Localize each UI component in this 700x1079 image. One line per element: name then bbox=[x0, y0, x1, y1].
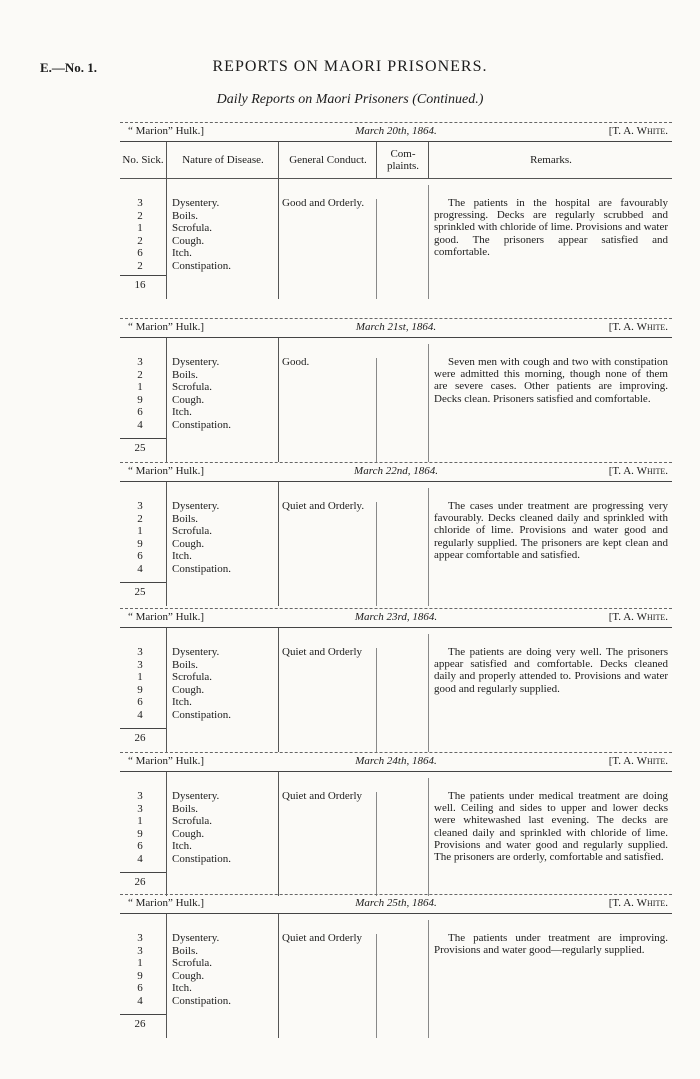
sick-count: 1 bbox=[137, 815, 143, 827]
report-body bbox=[120, 482, 672, 606]
sick-count: 2 bbox=[137, 368, 143, 381]
disease-item: Boils. bbox=[172, 368, 198, 381]
report-date bbox=[120, 611, 672, 623]
general-conduct: Good and Orderly. bbox=[282, 197, 365, 209]
daily-report bbox=[120, 752, 672, 896]
disease-item: Scrofula. bbox=[172, 222, 213, 234]
col-divider bbox=[376, 199, 377, 299]
col-divider bbox=[428, 344, 429, 462]
disease-item: Cough. bbox=[172, 683, 205, 696]
daily-report bbox=[120, 462, 672, 606]
col-disease: Nature of Disease. bbox=[166, 142, 279, 178]
report-date-text: March 23rd, 1864. bbox=[354, 611, 438, 623]
total-rule bbox=[120, 728, 166, 729]
daily-report bbox=[120, 318, 672, 462]
report-header bbox=[120, 609, 672, 627]
officer bbox=[609, 321, 668, 333]
col-divider bbox=[428, 185, 429, 299]
sick-count: 2 bbox=[137, 259, 143, 272]
disease-item: Dysentery. bbox=[172, 790, 220, 802]
report-date-text: March 21st, 1864. bbox=[355, 321, 437, 333]
col-divider bbox=[278, 179, 279, 299]
disease-item: Itch. bbox=[172, 247, 192, 259]
disease-item: Itch. bbox=[172, 696, 192, 708]
sick-count: 9 bbox=[137, 683, 143, 696]
col-divider bbox=[166, 772, 167, 896]
col-divider bbox=[428, 488, 429, 606]
disease-item: Boils. bbox=[172, 802, 198, 815]
sick-count: 3 bbox=[137, 932, 143, 944]
sick-count: 4 bbox=[137, 562, 143, 575]
sick-counts bbox=[120, 197, 160, 272]
officer-surname: White. bbox=[636, 897, 668, 909]
col-conduct: General Conduct. bbox=[278, 142, 377, 178]
general-conduct: Quiet and Orderly bbox=[282, 646, 363, 658]
disease-item: Cough. bbox=[172, 234, 205, 247]
disease-item: Constipation. bbox=[172, 562, 231, 575]
sick-counts bbox=[120, 932, 160, 1007]
sick-counts bbox=[120, 646, 160, 721]
general-conduct: Quiet and Orderly bbox=[282, 932, 363, 944]
sick-count: 6 bbox=[137, 982, 143, 994]
sick-count: 1 bbox=[137, 525, 143, 537]
col-divider bbox=[278, 338, 279, 462]
disease-item: Dysentery. bbox=[172, 197, 220, 209]
total-sick: 26 bbox=[134, 876, 146, 888]
sick-count: 3 bbox=[137, 197, 143, 209]
sick-counts bbox=[120, 356, 160, 431]
sick-count: 1 bbox=[137, 957, 143, 969]
report-date-text: March 20th, 1864. bbox=[355, 125, 437, 137]
sick-count: 9 bbox=[137, 537, 143, 550]
disease-list bbox=[172, 197, 231, 272]
ship-name: “ Marion” Hulk.] bbox=[128, 321, 205, 333]
total-sick: 25 bbox=[134, 586, 146, 598]
sick-count: 9 bbox=[137, 827, 143, 840]
report-header bbox=[120, 753, 672, 771]
col-divider bbox=[376, 934, 377, 1038]
total-rule bbox=[120, 1014, 166, 1015]
total-rule bbox=[120, 872, 166, 873]
col-complaints: Com- plaints. bbox=[376, 142, 429, 178]
col-divider bbox=[166, 914, 167, 1038]
total-sick: 26 bbox=[134, 1018, 146, 1030]
col-divider bbox=[278, 482, 279, 606]
disease-item: Boils. bbox=[172, 944, 198, 957]
sick-count: 1 bbox=[137, 381, 143, 393]
col-no-sick: No. Sick. bbox=[122, 154, 164, 166]
col-divider bbox=[376, 502, 377, 606]
remarks-text: Seven men with cough and two with constipation were admitted this morning, though none of them are severe cases. Other patients are improving. Decks clean. Prisoners satisfied and comfortable. bbox=[434, 356, 668, 405]
report-date-text: March 24th, 1864. bbox=[355, 755, 437, 767]
disease-item: Cough. bbox=[172, 537, 205, 550]
sick-count: 9 bbox=[137, 969, 143, 982]
officer-surname: White. bbox=[636, 125, 668, 137]
sick-count: 6 bbox=[137, 696, 143, 708]
total-rule bbox=[120, 582, 166, 583]
col-divider bbox=[278, 772, 279, 896]
disease-item: Constipation. bbox=[172, 852, 231, 865]
disease-item: Itch. bbox=[172, 550, 192, 562]
report-body bbox=[120, 179, 672, 299]
disease-item: Scrofula. bbox=[172, 671, 213, 683]
remarks-text: The patients in the hospital are favourably progressing. Decks are regularly scrubbed and sprinkled with chloride of lime. Provisions and water good. The prisoners appear satisfied and comfortable. bbox=[434, 197, 669, 258]
officer bbox=[609, 125, 668, 137]
page-title: REPORTS ON MAORI PRISONERS. bbox=[212, 58, 488, 75]
total-rule bbox=[120, 438, 166, 439]
sick-count: 6 bbox=[137, 406, 143, 418]
general-conduct: Good. bbox=[282, 356, 310, 368]
col-divider bbox=[166, 338, 167, 462]
ship-name: “ Marion” Hulk.] bbox=[128, 897, 205, 909]
general-conduct: Quiet and Orderly. bbox=[282, 500, 365, 512]
officer-initials: [T. A. bbox=[608, 465, 637, 477]
total-rule bbox=[120, 275, 166, 276]
report-body bbox=[120, 338, 672, 462]
col-divider bbox=[376, 648, 377, 752]
daily-report bbox=[120, 122, 672, 299]
sick-count: 4 bbox=[137, 708, 143, 721]
daily-report bbox=[120, 894, 672, 1038]
officer-surname: White. bbox=[636, 755, 668, 767]
report-header bbox=[120, 463, 672, 481]
disease-list bbox=[172, 932, 231, 1007]
col-divider bbox=[376, 358, 377, 462]
report-body bbox=[120, 628, 672, 752]
sick-count: 9 bbox=[137, 393, 143, 406]
sick-count: 2 bbox=[137, 209, 143, 222]
sick-count: 1 bbox=[137, 671, 143, 683]
col-divider bbox=[278, 914, 279, 1038]
col-remarks: Remarks. bbox=[428, 142, 673, 178]
officer bbox=[609, 897, 668, 909]
officer-surname: White. bbox=[636, 321, 668, 333]
officer-initials: [T. A. bbox=[608, 755, 637, 767]
disease-item: Constipation. bbox=[172, 994, 231, 1007]
officer bbox=[609, 755, 668, 767]
col-divider bbox=[166, 628, 167, 752]
sick-count: 6 bbox=[137, 247, 143, 259]
disease-item: Scrofula. bbox=[172, 525, 213, 537]
total-sick: 25 bbox=[134, 442, 146, 454]
daily-report bbox=[120, 608, 672, 752]
disease-item: Itch. bbox=[172, 840, 192, 852]
disease-item: Dysentery. bbox=[172, 500, 220, 512]
sick-count: 3 bbox=[137, 802, 143, 815]
remarks-text: The patients under medical treatment are doing well. Ceiling and sides to upper and lower decks were whitewashed last evening. The decks are cleaned daily and sprinkled with chloride of lime. Provisions and water good and regularly supplied. The prisoners are orderly, comfortable and satisfied. bbox=[434, 790, 668, 864]
report-header bbox=[120, 895, 672, 913]
officer-initials: [T. A. bbox=[608, 125, 637, 137]
page-reference: E.—No. 1. bbox=[40, 60, 98, 75]
sick-count: 6 bbox=[137, 550, 143, 562]
disease-item: Cough. bbox=[172, 393, 205, 406]
disease-item: Constipation. bbox=[172, 418, 231, 431]
disease-item: Boils. bbox=[172, 512, 198, 525]
sick-count: 3 bbox=[137, 658, 143, 671]
sick-count: 3 bbox=[137, 356, 143, 368]
sick-count: 3 bbox=[137, 500, 143, 512]
sick-count: 4 bbox=[137, 852, 143, 865]
sick-count: 2 bbox=[137, 512, 143, 525]
col-divider bbox=[428, 920, 429, 1038]
report-body bbox=[120, 914, 672, 1038]
disease-item: Itch. bbox=[172, 982, 192, 994]
report-date-text: March 25th, 1864. bbox=[355, 897, 437, 909]
disease-list bbox=[172, 790, 231, 865]
disease-item: Dysentery. bbox=[172, 932, 220, 944]
remarks-text: The patients are doing very well. The prisoners appear satisfied and comfortable. Decks cleaned daily and properly attended to. Provisions and water good and regularly supplied. bbox=[434, 646, 668, 695]
disease-item: Constipation. bbox=[172, 708, 231, 721]
ship-name: “ Marion” Hulk.] bbox=[128, 611, 205, 623]
sick-count: 3 bbox=[137, 944, 143, 957]
disease-item: Itch. bbox=[172, 406, 192, 418]
officer-initials: [T. A. bbox=[608, 321, 637, 333]
report-date bbox=[120, 321, 672, 333]
officer-surname: White. bbox=[636, 611, 668, 623]
col-divider bbox=[278, 628, 279, 752]
col-divider bbox=[166, 482, 167, 606]
sick-count: 3 bbox=[137, 790, 143, 802]
col-divider bbox=[376, 792, 377, 896]
remarks-text: The cases under treatment are progressing very favourably. Decks cleaned daily and sprinkled with chloride of lime. Provisions and water good and regularly supplied. The prisoners are kept clean and appear comfortable and satisfied. bbox=[434, 500, 668, 561]
report-date bbox=[120, 897, 672, 909]
disease-item: Scrofula. bbox=[172, 957, 213, 969]
remarks-text: The patients under treatment are improving. Provisions and water good—regularly supplied. bbox=[434, 932, 668, 957]
disease-list bbox=[172, 646, 231, 721]
report-date bbox=[120, 125, 672, 137]
report-date bbox=[120, 755, 672, 767]
officer-initials: [T. A. bbox=[608, 897, 637, 909]
col-divider bbox=[428, 634, 429, 752]
col-divider bbox=[166, 179, 167, 299]
report-body bbox=[120, 772, 672, 896]
disease-list bbox=[172, 500, 231, 575]
report-header bbox=[120, 123, 672, 141]
disease-item: Dysentery. bbox=[172, 356, 220, 368]
ship-name: “ Marion” Hulk.] bbox=[128, 755, 205, 767]
disease-item: Boils. bbox=[172, 658, 198, 671]
disease-item: Scrofula. bbox=[172, 381, 213, 393]
disease-list bbox=[172, 356, 231, 431]
disease-item: Constipation. bbox=[172, 259, 231, 272]
officer-surname: White. bbox=[636, 465, 668, 477]
disease-item: Boils. bbox=[172, 209, 198, 222]
sick-count: 4 bbox=[137, 418, 143, 431]
sick-count: 1 bbox=[137, 222, 143, 234]
report-header bbox=[120, 319, 672, 337]
ship-name: “ Marion” Hulk.] bbox=[128, 465, 205, 477]
disease-item: Dysentery. bbox=[172, 646, 220, 658]
sick-counts bbox=[120, 500, 160, 575]
officer bbox=[609, 465, 668, 477]
page-subtitle: Daily Reports on Maori Prisoners (Continued.) bbox=[216, 92, 484, 107]
report-date bbox=[120, 465, 672, 477]
ship-name: “ Marion” Hulk.] bbox=[128, 125, 205, 137]
officer bbox=[609, 611, 668, 623]
sick-count: 2 bbox=[137, 234, 143, 247]
sick-count: 4 bbox=[137, 994, 143, 1007]
general-conduct: Quiet and Orderly bbox=[282, 790, 363, 802]
report-date-text: March 22nd, 1864. bbox=[354, 465, 438, 477]
disease-item: Cough. bbox=[172, 969, 205, 982]
column-headers bbox=[120, 142, 672, 179]
officer-initials: [T. A. bbox=[608, 611, 637, 623]
sick-counts bbox=[120, 790, 160, 865]
disease-item: Cough. bbox=[172, 827, 205, 840]
total-sick: 16 bbox=[134, 279, 146, 291]
sick-count: 3 bbox=[137, 646, 143, 658]
disease-item: Scrofula. bbox=[172, 815, 213, 827]
col-divider bbox=[428, 778, 429, 896]
total-sick: 26 bbox=[134, 732, 146, 744]
sick-count: 6 bbox=[137, 840, 143, 852]
